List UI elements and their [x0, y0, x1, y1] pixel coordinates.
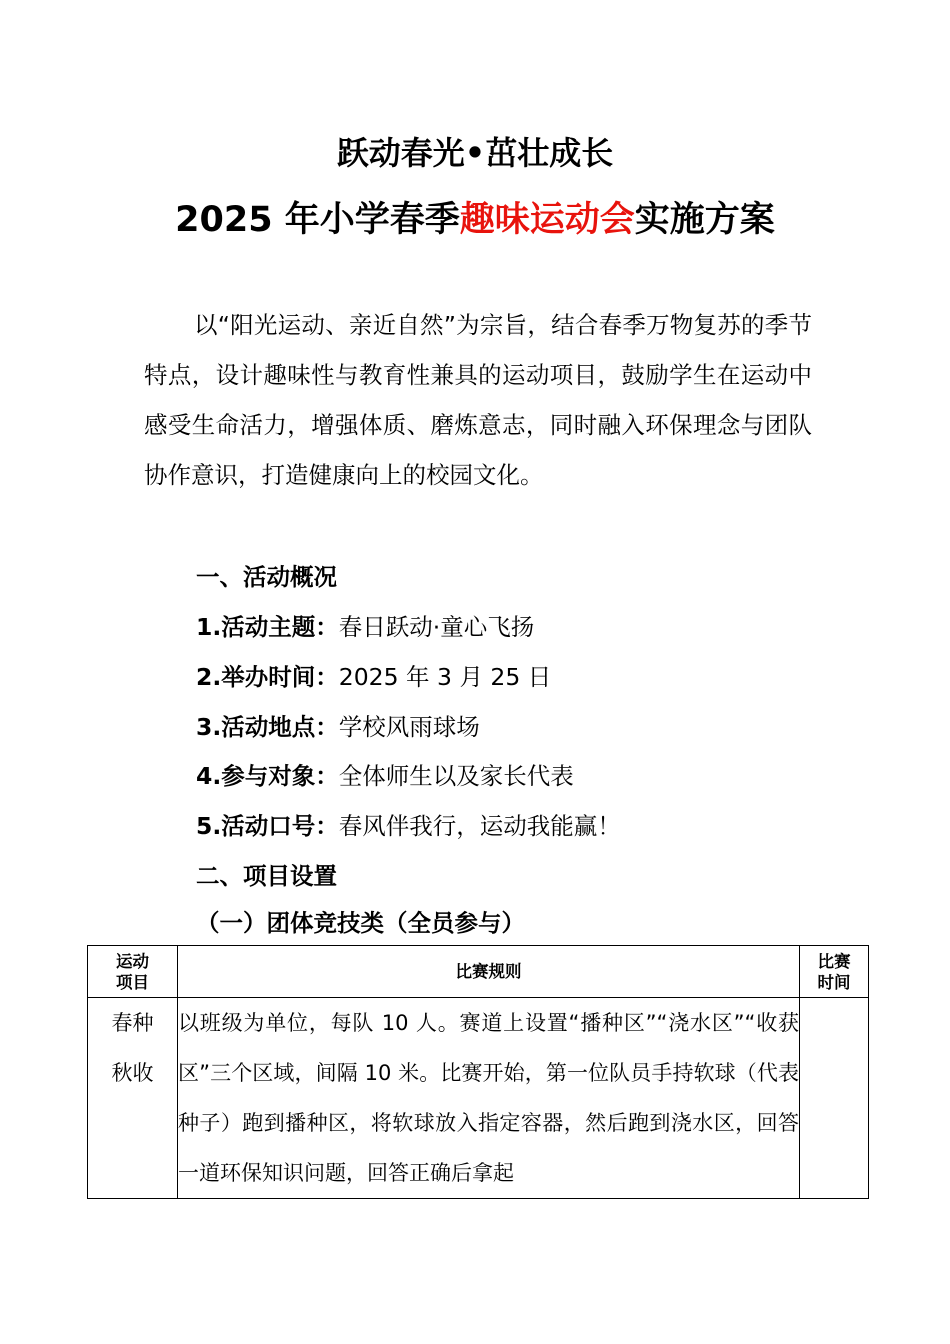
- item-value: 春风伴我行，运动我能赢！: [338, 812, 621, 840]
- overview-item-theme: [196, 608, 534, 642]
- table-header-row: [88, 946, 869, 998]
- item-label: 1.活动主题：: [196, 613, 339, 641]
- title-suffix: 实施方案: [634, 200, 775, 240]
- intro-paragraph: 以“阳光运动、亲近自然”为宗旨，结合春季万物复苏的季节特点，设计趣味性与教育性兼具的运动项目，鼓励学生在运动中感受生命活力，增强体质、磨炼意志，同时融入环保理念与团队协作意识，打造健康向上的校园文化。: [144, 311, 812, 489]
- header-time: 比赛 时间: [800, 946, 869, 998]
- title-highlight: 趣味运动会: [459, 200, 635, 240]
- item-value: 2025 年 3 月 25 日: [338, 663, 552, 691]
- overview-item-date: [196, 658, 551, 692]
- events-table: [87, 945, 869, 1199]
- item-value: 全体师生以及家长代表: [338, 762, 574, 790]
- overview-item-slogan: [196, 807, 621, 841]
- overview-item-participants: [196, 757, 574, 791]
- item-label: 4.参与对象：: [196, 762, 339, 790]
- header-event: 运动 项目: [88, 946, 178, 998]
- event-name-cell: 春种 秋收: [88, 998, 178, 1199]
- document-title-line1: 跃动春光•茁壮成长: [336, 134, 614, 172]
- table-row: [88, 998, 869, 1199]
- item-value: 春日跃动·童心飞扬: [338, 613, 535, 641]
- overview-item-location: [196, 708, 480, 742]
- item-label: 5.活动口号：: [196, 812, 339, 840]
- section2-heading: 二、项目设置: [196, 862, 337, 890]
- document-title-line2: [0, 192, 950, 242]
- header-rules: 比赛规则: [178, 946, 800, 998]
- section2-subheading: （一）团体竞技类（全员参与）: [196, 909, 525, 937]
- item-label: 2.举办时间：: [196, 663, 339, 691]
- item-label: 3.活动地点：: [196, 713, 339, 741]
- event-rule-cell: 以班级为单位，每队 10 人。赛道上设置“播种区”“浇水区”“收获区”三个区域，间隔 10 米。比赛开始，第一位队员手持软球（代表种子）跑到播种区，将软球放入指定容器，然后跑到浇水区，回答一道环保知识问题，回答正确后拿起: [178, 998, 800, 1199]
- title-prefix: 2025 年小学春季: [175, 200, 460, 240]
- item-value: 学校风雨球场: [338, 713, 480, 741]
- section1-heading: 一、活动概况: [196, 563, 337, 591]
- event-time-cell: [800, 998, 869, 1199]
